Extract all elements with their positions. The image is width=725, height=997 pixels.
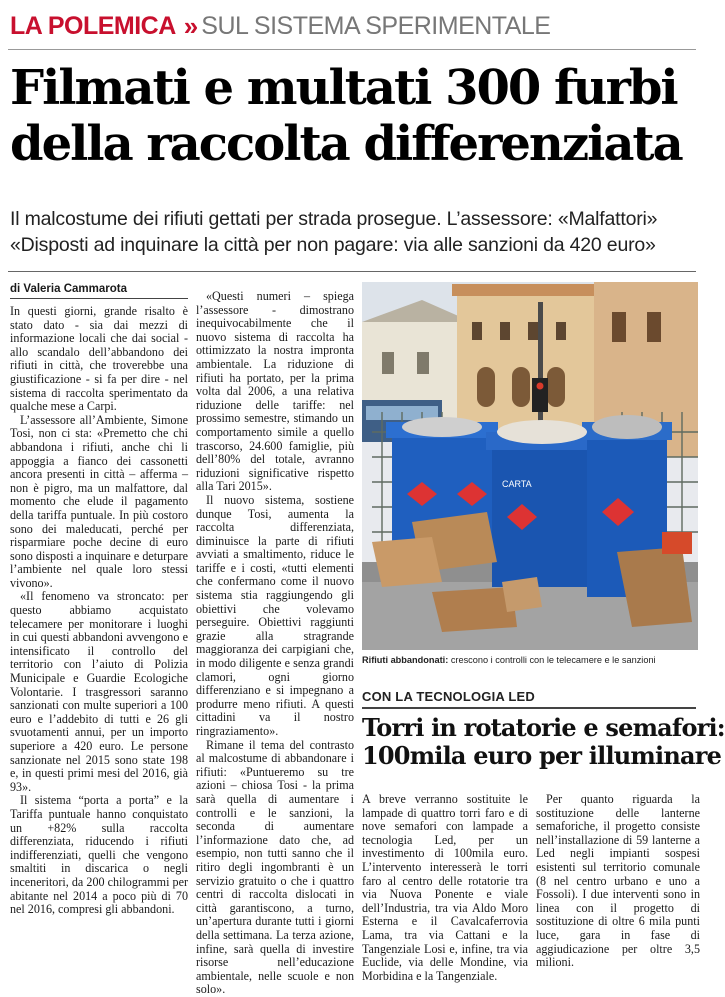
- article-column-2: [196, 289, 354, 997]
- section-divider: [362, 707, 696, 709]
- headline-line-1: Filmati e multati 300 furbi: [10, 60, 677, 116]
- paragraph: Il nuovo sistema, sostiene dunque Tosi, aumenta la raccolta differenziata, diminuisce la parte di rifiuti avviati a smaltimento, riduce le tariffe e i costi, «tutti elementi che confermano come il nuovo sistema stia raggiungendo gli obiettivi che volevamo perseguire. Obiettivi raggiunti grazie alla stragrande maggioranza dei carpigiani che, in modo diligente e senza grandi clamori, ogni giorno differenziano e si impegnano a produrre meno rifiuti. A questi cittadini va il nostro ringraziamento».: [196, 492, 354, 738]
- sub-headline-line-1: Torri in rotatorie e semafori:: [362, 713, 725, 742]
- caption-bold: Rifiuti abbandonati:: [362, 655, 449, 665]
- headline-line-2: della raccolta differenziata: [10, 116, 682, 172]
- article-column-4: [536, 793, 700, 969]
- caption-text: crescono i controlli con le telecamere e le sanzioni: [450, 655, 656, 665]
- headline: [10, 60, 700, 172]
- divider-top: [8, 49, 696, 50]
- photo-illustration: [362, 282, 698, 650]
- paragraph: In questi giorni, grande risalto è stato dato - sia dai mezzi di informazione locali che dai social - allo scandalo dell’abbandono dei rifiuti in città, che troverebbe una giustificazione - si fa per dire - nel sistema di raccolta sperimentato da qualche mese a Carpi.: [10, 304, 188, 414]
- summary-line-1: Il malcostume dei rifiuti gettati per strada prosegue. L’assessore: «Malfattori»: [10, 208, 658, 230]
- sub-headline: [362, 713, 725, 770]
- photo-caption: [362, 654, 702, 666]
- kicker-topic: SUL SISTEMA SPERIMENTALE: [201, 11, 551, 40]
- article-column-1: [10, 305, 188, 969]
- sub-headline-line-2: 100mila euro per illuminare: [362, 741, 722, 770]
- paragraph: Rimane il tema del contrasto al malcostume di abbandonare i rifiuti: «Puntueremo su tre azioni – chiosa Tosi - la prima sarà quella di aumentare i controlli e le sanzioni, la seconda di aumentare l’informazione dato che, ad esempio, non tutti sanno che il ritiro degli ingombranti è un servizio gratuito o che i quattro centri di raccolta dislocati in città garantiscono, a turno, un’apertura durante tutti i giorni della settimana. La terza azione, infine, sarà quella di investire risorse nell’educazione ambientale, nelle scuole e non solo».: [196, 737, 354, 997]
- photo-abandoned-waste: [362, 282, 698, 650]
- summary: [10, 206, 700, 258]
- paragraph: Per quanto riguarda la sostituzione delle lanterne semaforiche, il progetto consiste nell’installazione di 59 lanterne a Led negli impianti sospesi esistenti sul territorio comunale (8 nel centro urbano e uno a Fossoli). I due interventi sono in linea con il progetto di sostituzione di oltre 6 mila punti luce, gara in fase di aggiudicazione per oltre 3,5 milioni.: [536, 792, 700, 970]
- article-column-3: [362, 792, 528, 983]
- paragraph: «Il fenomeno va stroncato: per questo abbiamo acquistato telecamere per monitorare i luoghi in cui questi abbandoni avvengono e intensificato il controllo del territorio con l’aiuto di Polizia Municipale e Guardie Ecologiche Volontarie. I trasgressori saranno sanzionati con multe superiori a 100 euro e l’addebito di tutti e 26 gli svuotamenti annui, per un importo superiore a 420 euro. Le persone sanzionate nel 2015 sono state 198 e, in questi primi mesi del 2016, già 93».: [10, 589, 188, 794]
- paragraph: «Questi numeri – spiega l’assessore - dimostrano inequivocabilmente che il nuovo sistema di raccolta ha ottimizzato la nostra impronta ambientale. La riduzione di rifiuti ha portato, per la prima volta dal 2006, a una relativa riduzione delle tariffe: nel prossimo semestre, stimando un comportamento simile a quello trascorso, 24.600 famiglie, più dell’80% del totale, avranno riduzioni significative rispetto alla Tari 2015».: [196, 289, 354, 494]
- kicker-tag: LA POLEMICA: [10, 11, 176, 40]
- bin-label: CARTA: [502, 479, 532, 489]
- kicker: [10, 8, 550, 44]
- paragraph: Il sistema “porta a porta” e la Tariffa puntuale hanno conquistato un +82% sulla raccolta differenziata, riducendo i rifiuti indifferenziati, quelli che vengono smaltiti in discarica o negli inceneritori, da 200 chilogrammi per abitante nel 2014 a poco più di 70 nel 2016, compresi gli abbandoni.: [10, 793, 188, 917]
- byline: di Valeria Cammarota: [10, 283, 188, 299]
- divider-summary: [8, 271, 696, 272]
- double-chevron-icon: »: [183, 10, 196, 41]
- paragraph: L’assessore all’Ambiente, Simone Tosi, non ci sta: «Premetto che chi abbandona i rifiuti, anche chi li appoggia a fianco dei cassonetti ancora presenti in città – afferma – non è pigro, ma un malfattore, dal momento che elude il pagamento della tariffa puntuale. In più costoro sono dei maleducati, perché per risparmiare poche decine di euro sono disposti a inquinare e deturpare l’ambiente nel quale loro stessi vivono».: [10, 412, 188, 590]
- paragraph: A breve verranno sostituite le lampade di quattro torri faro e di nove semafori con lampade a tecnologia Led, per un investimento di 100mila euro. L’intervento interesserà le torri faro al centro delle rotatorie tra via Nuova Ponente e viale dell’Industria, tra via Aldo Moro Esterna e il Cavalcaferrovia Lama, tra via Cattani e la Tangenziale Losi e, infine, tra via Euclide, via delle Mondine, via Morbidina e la Tangenziale.: [362, 792, 528, 983]
- section-label: CON LA TECNOLOGIA LED: [362, 689, 535, 704]
- summary-line-2: «Disposti ad inquinare la città per non pagare: via alle sanzioni da 420 euro»: [10, 234, 656, 256]
